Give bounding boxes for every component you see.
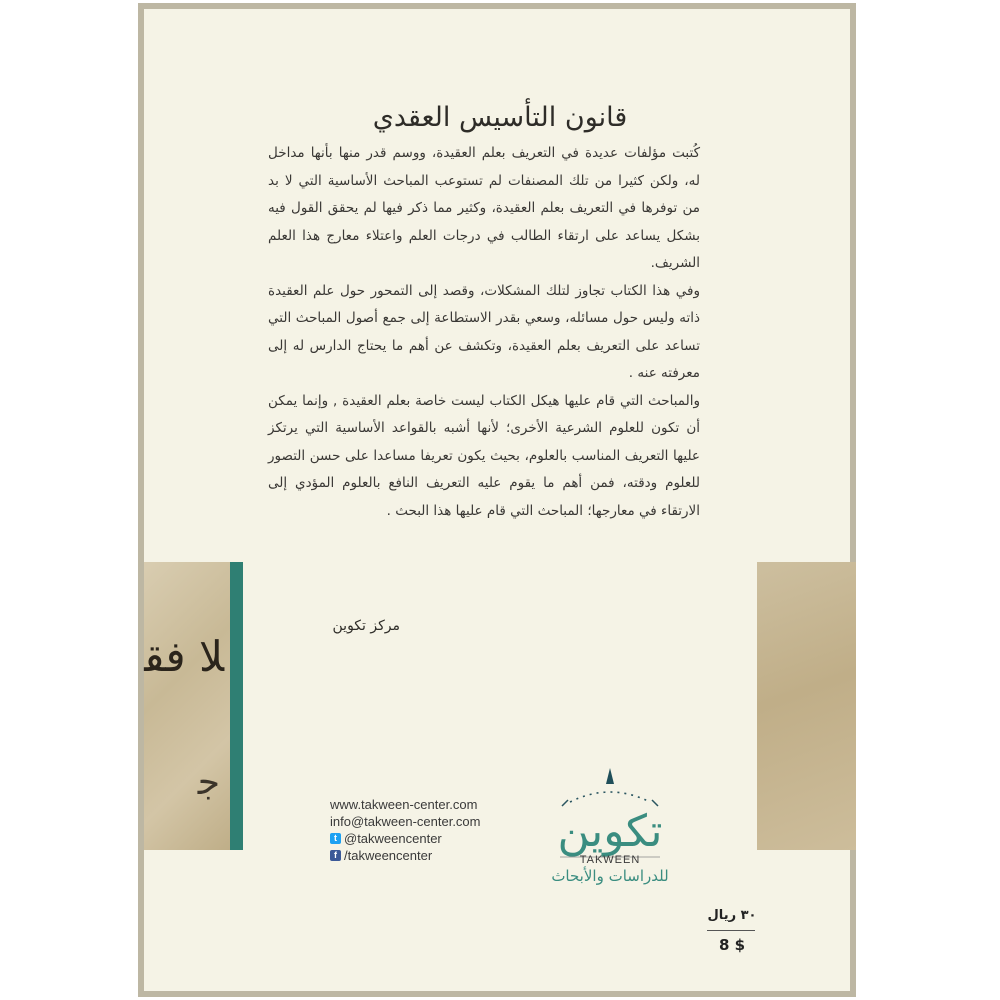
website-text: www.takween-center.com [330, 797, 478, 812]
facebook-link[interactable] [330, 847, 526, 864]
facebook-handle: /takweencenter [344, 848, 433, 863]
website-link[interactable] [330, 796, 526, 813]
logo-latin-text: TAKWEEN [579, 854, 641, 866]
blurb-paragraph-3: والمباحث التي قام عليها هيكل الكتاب ليست خاصة بعلم العقيدة , وإنما يمكن أن تكون للعلوم الشرعية الأخرى؛ لأنها أشبه بالقواعد الأساسية التي يرتكز عليها التعريف المناسب بالعلوم، بحيث يكون تعريفا مساعدا على حسن التصور للعلوم ودقته، فمن أهم ما يقوم عليه التعريف النافع بالعلوم المؤدي إلى الارتقاء في معارجها؛ المباحث التي قام عليها هذا البحث . [268, 392, 700, 519]
twitter-handle: @takweencenter [344, 831, 442, 846]
price-divider [707, 930, 755, 931]
publisher-signature: مركز تكوين [332, 618, 400, 634]
price-riyal: ٣٠ ريال [707, 908, 757, 923]
email-link[interactable] [330, 813, 526, 830]
calligraphy-fragment-icon: ﻼ ﻓﻘ [144, 632, 224, 681]
facebook-icon: f [330, 850, 341, 861]
twitter-link[interactable] [330, 830, 526, 847]
manuscript-image-left [144, 562, 230, 850]
logo-arabic-wordmark: تكوين [557, 806, 663, 857]
calligraphy-fragment-icon-2: ﺟ [197, 762, 220, 803]
contact-info [330, 796, 526, 864]
blurb-text [268, 140, 700, 525]
logo-tagline: للدراسات والأبحاث [551, 867, 669, 885]
book-title: قانون التأسيس العقدي [372, 102, 628, 134]
blurb-paragraph-2: وفي هذا الكتاب تجاوز لتلك المشكلات، وقصد إلى التمحور حول علم العقيدة ذاته وليس حول مسائله، وسعي بقدر الاستطاعة إلى جمع أصول المباحث التي تساعد على التعريف بعلم العقيدة، وتكشف عن أهم ما يحتاج الدارس له إلى معرفته عنه . [268, 282, 700, 381]
teal-accent-bar [230, 562, 243, 850]
price-usd: 8 $ [718, 936, 746, 954]
manuscript-image-right [757, 562, 856, 850]
email-text: info@takween-center.com [330, 814, 481, 829]
blurb-paragraph-1: كُتبت مؤلفات عديدة في التعريف بعلم العقيدة، ووسم قدر منها بأنها مداخل له، ولكن كثيرا من تلك المصنفات لم تستوعب المباحث الأساسية التي لا بد من توفرها في التعريف بعلم العقيدة، وكثير مما ذكر فيها لم يحقق القول فيه بشكل يساعد على ارتقاء الطالب في درجات العلم واعتلاء معارج هذا العلم الشريف. [268, 145, 700, 271]
twitter-icon: t [330, 833, 341, 844]
